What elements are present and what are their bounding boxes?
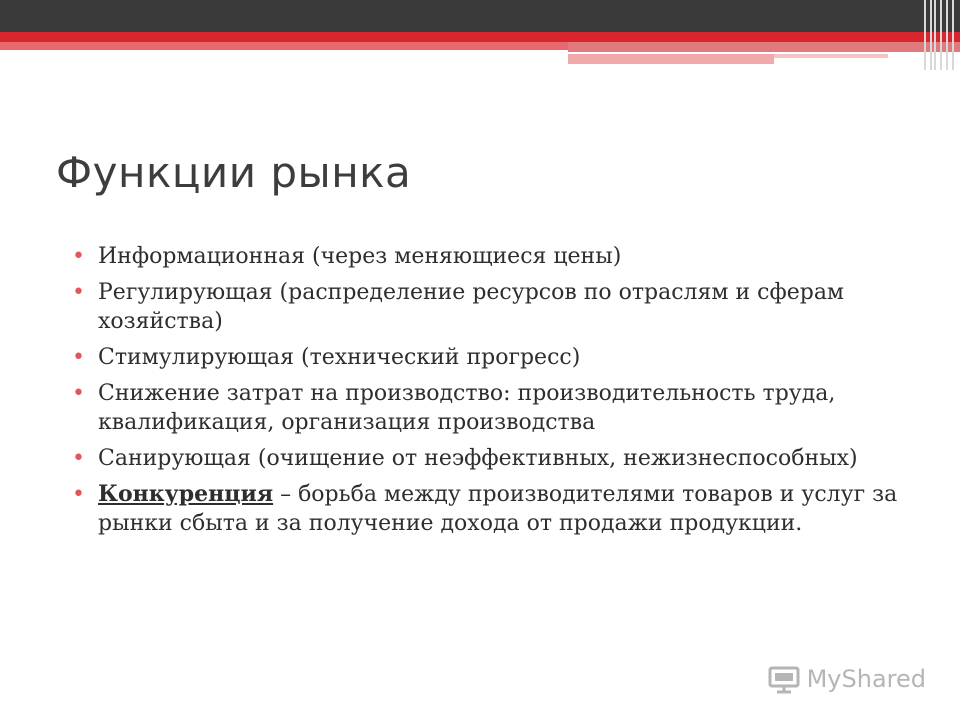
bullet-dot-icon: • xyxy=(72,280,85,305)
bullet-text: Информационная (через меняющиеся цены) xyxy=(98,244,622,269)
header-light-pink-strip xyxy=(568,54,774,64)
bullet-item xyxy=(72,480,902,538)
bullet-text: – борьба между производителями товаров и услуг за рынки сбыта и за получение дохода от продажи продукции. xyxy=(98,482,898,536)
logo-text: MyShared xyxy=(806,665,926,693)
slide-content xyxy=(72,242,902,545)
bullet-item xyxy=(72,343,902,372)
header-pale-strip xyxy=(774,54,888,58)
header-pink-strip xyxy=(568,42,960,52)
bullet-dot-icon: • xyxy=(72,482,85,507)
bullet-item xyxy=(72,444,902,473)
bullet-list xyxy=(72,242,902,538)
myshared-logo xyxy=(767,664,926,694)
bullet-item xyxy=(72,278,902,336)
bullet-dot-icon: • xyxy=(72,381,85,406)
header-red-strip xyxy=(0,42,568,50)
header-dark-bar xyxy=(0,0,960,32)
bullet-text: Снижение затрат на производство: производительность труда, квалификация, организация производства xyxy=(98,381,836,435)
bullet-text: Регулирующая (распределение ресурсов по отраслям и сферам хозяйства) xyxy=(98,280,845,334)
bullet-dot-icon: • xyxy=(72,244,85,269)
bullet-term: Конкуренция xyxy=(98,481,274,507)
bullet-dot-icon: • xyxy=(72,345,85,370)
bullet-text: Стимулирующая (технический прогресс) xyxy=(98,345,581,370)
header-vertical-lines xyxy=(920,0,960,70)
slide-title: Функции рынка xyxy=(56,148,412,197)
bullet-item xyxy=(72,242,902,271)
presentation-board-icon xyxy=(767,664,801,694)
header-red-bar xyxy=(0,32,960,42)
bullet-item xyxy=(72,379,902,437)
bullet-text: Санирующая (очищение от неэффективных, нежизнеспособных) xyxy=(98,446,858,471)
bullet-dot-icon: • xyxy=(72,446,85,471)
